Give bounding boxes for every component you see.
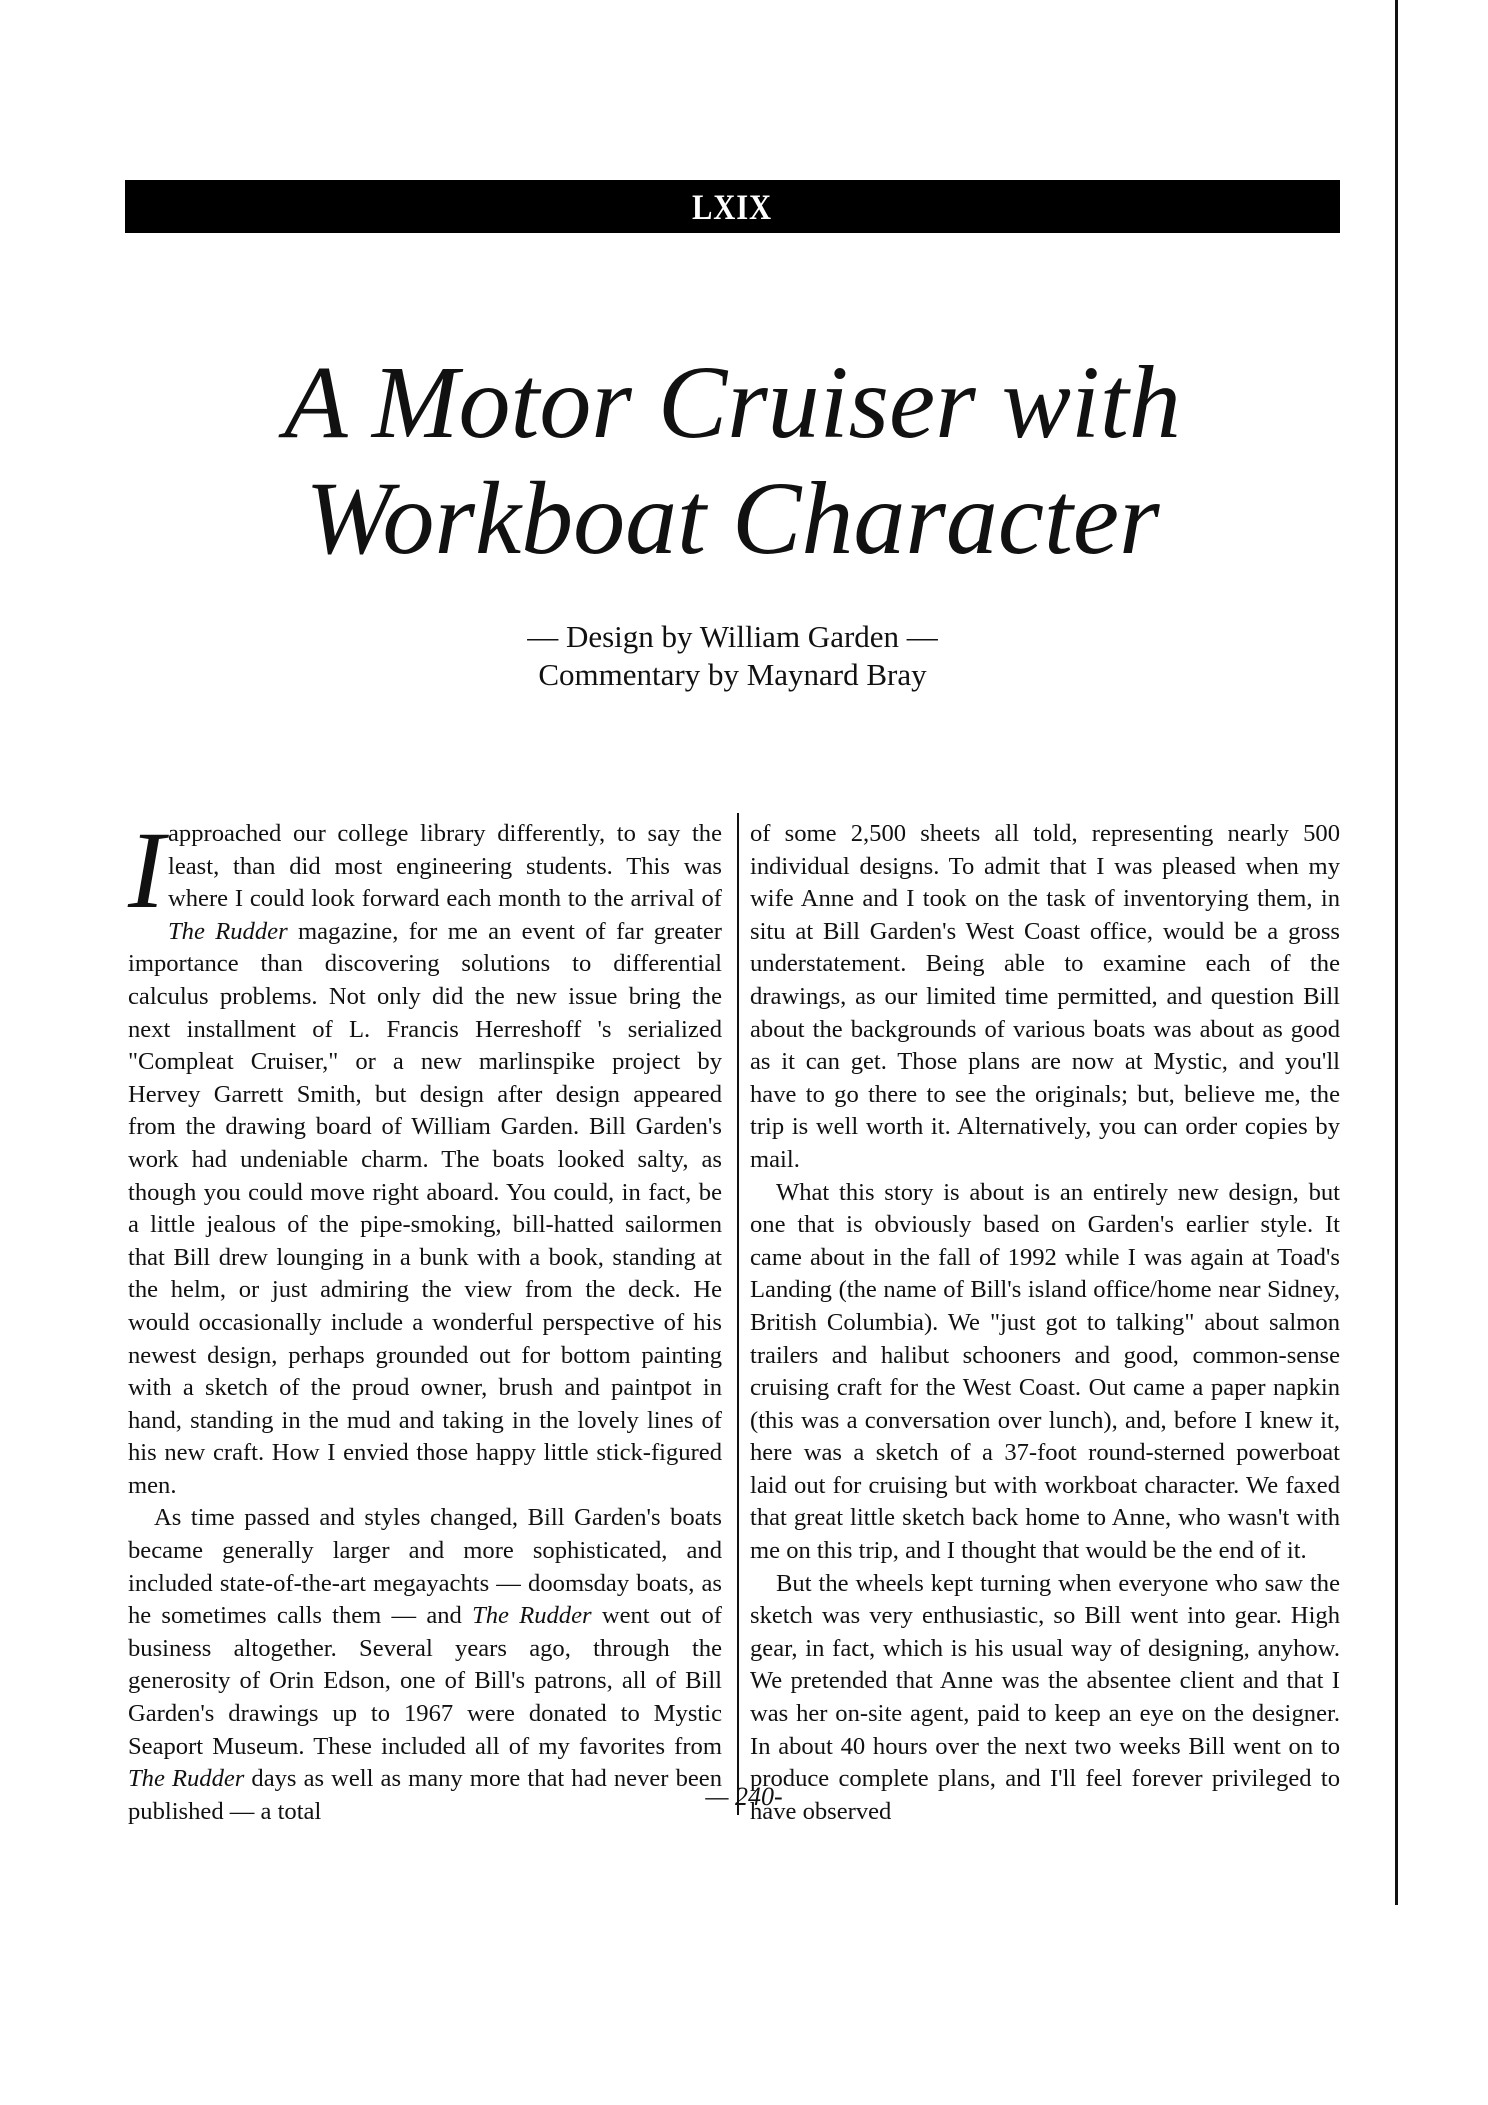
article-title	[125, 345, 1340, 577]
column-divider	[737, 813, 739, 1815]
paragraph: What this story is about is an entirely new design, but one that is obviously based on Garden's earlier style. It came about in the fall of 1992 while I was again at Toad's Landing (the name of Bill's island office/home near Sidney, British Columbia). We "just got to talking" about salmon trailers and halibut schooners and good, common-sense cruising craft for the West Coast. Out came a paper napkin (this was a conversation over lunch), and, before I knew it, here was a sketch of a 37-foot round-sterned powerboat laid out for cruising but with workboat character. We faxed that great little sketch back home to Anne, who wasn't with me on this trip, and I thought that would be the end of it.	[750, 1178, 1340, 1565]
text-column-left	[128, 809, 722, 1828]
title-line-2: Workboat Character	[305, 461, 1160, 576]
paragraph-text: went out of business altogether. Several years ago, through the generosity of Orin Edson, one of Bill's patrons, all of Bill Garden's drawings up to 1967 were donated to Mystic Seaport Museum. These included all of my favorites from	[128, 1602, 722, 1760]
chapter-number: LXIX	[692, 186, 773, 227]
paragraph-text: days as well as many more that had never been published — a total	[128, 1765, 722, 1825]
byline-design: — Design by William Garden —	[527, 619, 938, 654]
paragraph-text: magazine, for me an event of far greater importance than discovering solutions to differential calculus problems. Not only did the new issue bring the next installment of L. Francis Herreshoff 's serialized "Compleat Cruiser," or a new marlinspike project by Hervey Garrett Smith, but design after design appeared from the drawing board of William Garden. Bill Garden's work had undeniable charm. The boats looked salty, as though you could move right aboard. You could, in fact, be a little jealous of the pipe-smoking, bill-hatted sailormen that Bill drew lounging in a bunk with a book, standing at the helm, or just admiring the view from the deck. He would occasionally include a wonderful perspective of his newest design, perhaps grounded out for bottom painting with a sketch of the proud owner, brush and paintpot in hand, standing in the mud and taking in the lovely lines of his new craft. How I envied those happy little stick-figured men.	[128, 917, 722, 1499]
page-number: — 240-	[705, 1782, 783, 1811]
title-line-1: A Motor Cruiser with	[284, 345, 1181, 460]
magazine-title: The Rudder	[128, 1765, 245, 1793]
paragraph	[128, 809, 722, 1502]
byline	[125, 618, 1340, 694]
magazine-title: The Rudder	[168, 917, 288, 945]
byline-commentary: Commentary by Maynard Bray	[538, 657, 927, 692]
text-column-right	[750, 818, 1340, 1828]
paragraph-text: approached our college library differently, to say the least, than did most engineering students. This was where I could look forward each month to the arrival of	[168, 820, 722, 913]
paragraph: of some 2,500 sheets all told, representing nearly 500 individual designs. To admit that I was pleased when my wife Anne and I took on the task of inventorying them, in situ at Bill Garden's West Coast office, would be a gross understatement. Being able to examine each of the drawings, as our limited time permitted, and question Bill about the backgrounds of various boats was about as good as it can get. Those plans are now at Mystic, and you'll have to go there to see the originals; but, believe me, the trip is well worth it. Alternatively, you can order copies by mail.	[750, 820, 1340, 1173]
drop-cap: I	[128, 809, 165, 931]
paragraph-text: As time passed and styles changed, Bill Garden's boats became generally larger and more sophisticated, and included state-of-the-art megayachts — doomsday boats, as he sometimes calls them — and	[128, 1504, 722, 1630]
magazine-title: The Rudder	[472, 1602, 592, 1630]
paragraph: But the wheels kept turning when everyone who saw the sketch was very enthusiastic, so Bill went into gear. High gear, in fact, which is his usual way of designing, anyhow. We pretended that Anne was the absentee client and that I was her on-site agent, paid to keep an eye on the designer. In about 40 hours over the next two weeks Bill went on to produce complete plans, and I'll feel forever privileged to have observed	[750, 1569, 1340, 1825]
page-edge-rule	[1395, 0, 1398, 1905]
chapter-banner	[125, 180, 1340, 233]
paragraph	[128, 1502, 722, 1828]
